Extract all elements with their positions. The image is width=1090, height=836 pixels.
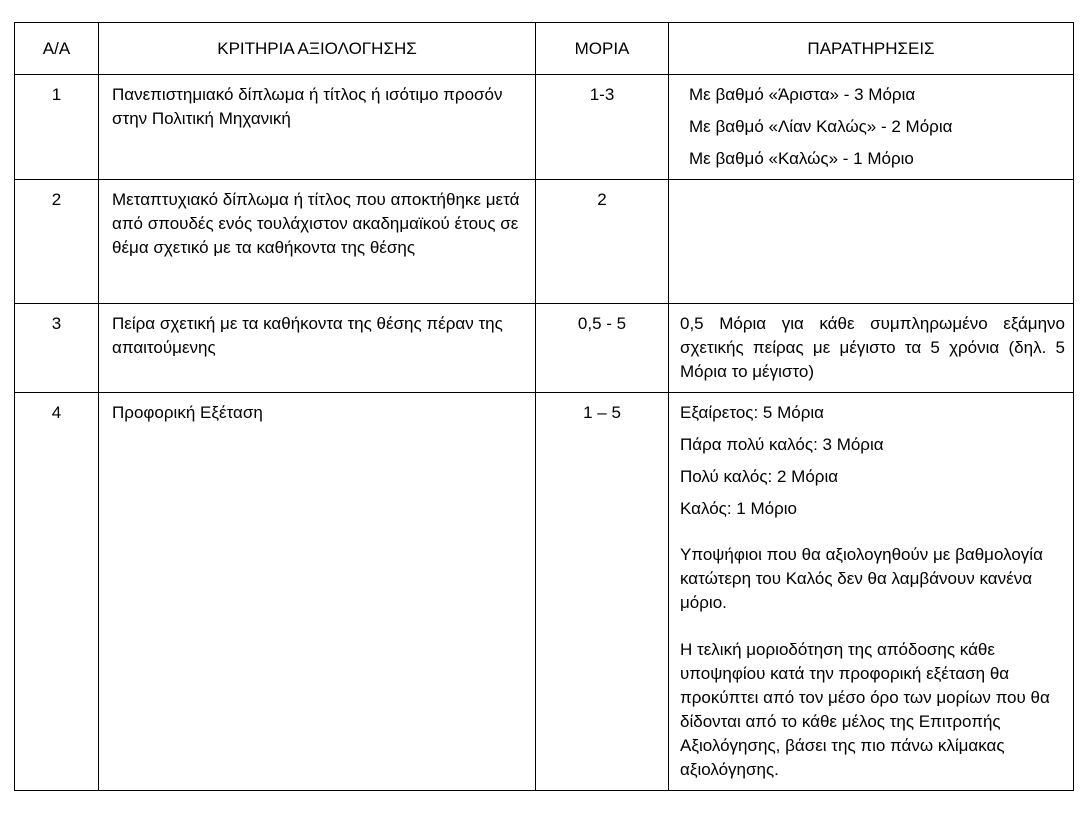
table-row [15,180,1074,304]
spacer [680,624,1065,638]
note-line: Εξαίρετος: 5 Μόρια [680,403,824,422]
table-row [15,75,1074,180]
note-line: Πολύ καλός: 2 Μόρια [680,467,839,486]
notes-cell [669,304,1074,393]
notes-cell [669,393,1074,791]
row-number: 4 [15,393,99,791]
note-line: Με βαθμό «Καλώς» - 1 Μόριο [689,149,914,168]
points-value: 1 – 5 [536,393,669,791]
table-header-row [15,23,1074,75]
table-row [15,304,1074,393]
notes-cell [669,180,1074,304]
header-notes: ΠΑΡΑΤΗΡΗΣΕΙΣ [669,23,1074,75]
criterion-text: Πείρα σχετική με τα καθήκοντα της θέσης πέραν της απαιτούμενης [99,304,536,393]
criterion-text: Προφορική Εξέταση [99,393,536,791]
note-line: Με βαθμό «Λίαν Καλώς» - 2 Μόρια [689,117,953,136]
row-number: 2 [15,180,99,304]
header-criteria: ΚΡΙΤΗΡΙΑ ΑΞΙΟΛΟΓΗΣΗΣ [99,23,536,75]
header-points: ΜΟΡΙΑ [536,23,669,75]
points-value: 0,5 - 5 [536,304,669,393]
note-paragraph: Η τελική μοριοδότηση της απόδοσης κάθε υποψηφίου κατά την προφορική εξέταση θα προκύπτει από τον μέσο όρο των μορίων που θα δίδονται από το κάθε μέλος της Επιτροπής Αξιολόγησης, βάσει της πιο πάνω κλίμακας αξιολόγησης. [680,640,1050,779]
criterion-text: Μεταπτυχιακό δίπλωμα ή τίτλος που αποκτήθηκε μετά από σπουδές ενός τουλάχιστον ακαδημαϊκού έτους σε θέμα σχετικό με τα καθήκοντα της θέσης [99,180,536,304]
note-paragraph: Υποψήφιοι που θα αξιολογηθούν με βαθμολογία κατώτερη του Καλός δεν θα λαμβάνουν κανένα μόριο. [680,545,1043,612]
notes-cell [669,75,1074,180]
header-aa: Α/Α [15,23,99,75]
note-paragraph: 0,5 Μόρια για κάθε συμπληρωμένο εξάμηνο σχετικής πείρας με μέγιστο τα 5 χρόνια (δηλ. 5 Μόρια το μέγιστο) [680,314,1065,381]
evaluation-criteria-table [14,22,1074,791]
points-value: 2 [536,180,669,304]
criterion-text: Πανεπιστημιακό δίπλωμα ή τίτλος ή ισότιμο προσόν στην Πολιτική Μηχανική [99,75,536,180]
note-line: Πάρα πολύ καλός: 3 Μόρια [680,435,884,454]
note-line: Καλός: 1 Μόριο [680,499,797,518]
note-line: Με βαθμό «Άριστα» - 3 Μόρια [689,85,916,104]
spacer [680,529,1065,543]
row-number: 3 [15,304,99,393]
row-number: 1 [15,75,99,180]
points-value: 1-3 [536,75,669,180]
table-row [15,393,1074,791]
